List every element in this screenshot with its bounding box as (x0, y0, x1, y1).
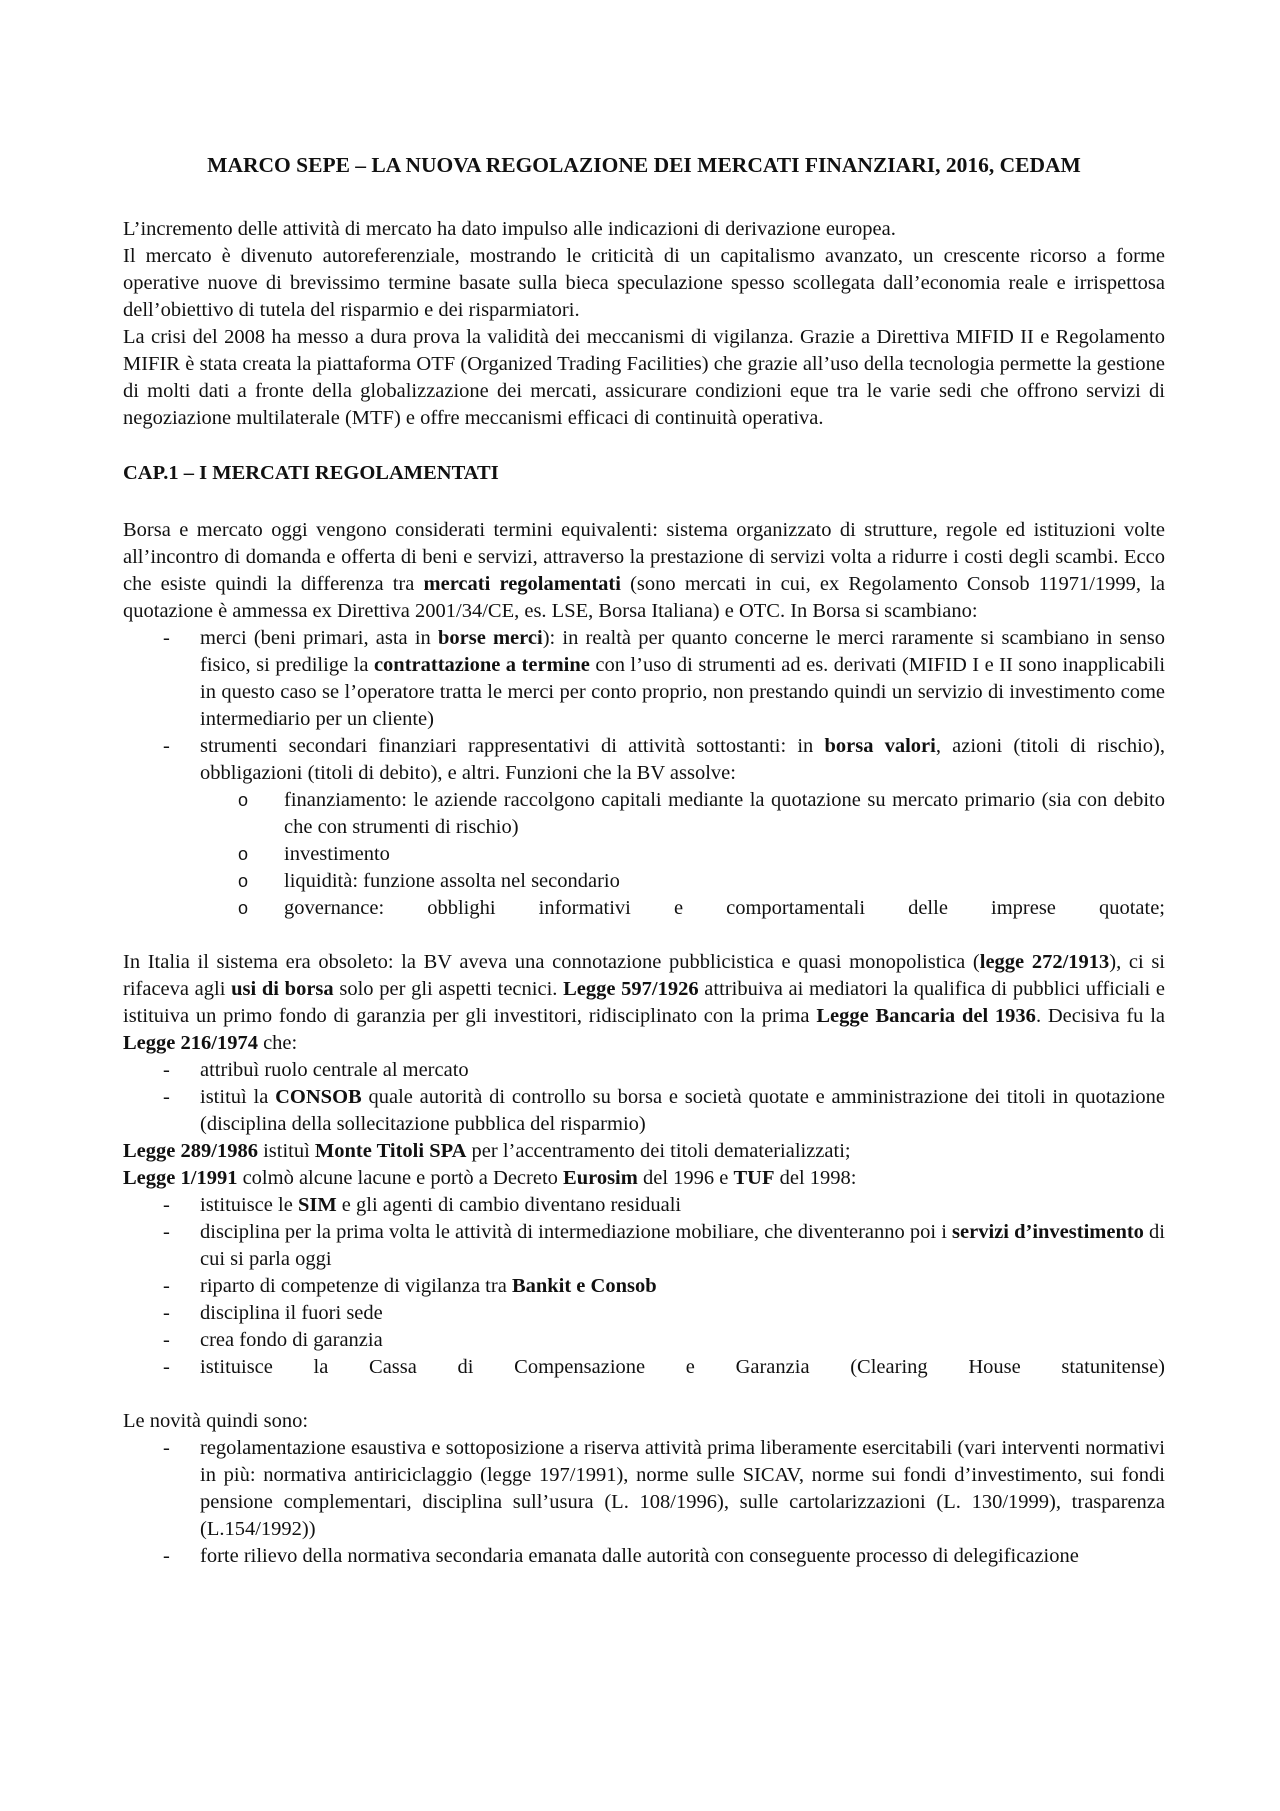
intro-paragraph: Il mercato è divenuto autoreferenziale, mostrando le criticità di un capitalismo avanzato, un crescente ricorso a forme operative nuove di brevissimo termine basate sulla bieca speculazione spesso scollegata dall’economia reale e irrispettosa dell’obiettivo di tutela del risparmio e dei risparmiatori. (123, 245, 1165, 321)
sub-list-item: o investimento (123, 841, 1165, 868)
list-item (123, 1084, 1165, 1138)
text-run: di cui si parla oggi (200, 1221, 1165, 1270)
bold-term: legge 272/1913 (979, 951, 1110, 973)
text-run: colmò alcune lacune e portò a Decreto (237, 1167, 564, 1189)
text-run: istituì la (200, 1086, 276, 1108)
spacer (123, 1381, 1165, 1408)
paragraph-legge-289 (123, 1138, 1165, 1165)
text-run: per l’accentramento dei titoli dematerializzati; (466, 1140, 851, 1162)
text-run: istituisce le (200, 1194, 298, 1216)
list-item (123, 625, 1165, 733)
text-run: che: (257, 1032, 298, 1054)
text-run: . Decisiva fu la (1035, 1005, 1165, 1027)
dash-list-exchanged-goods (123, 625, 1165, 922)
bold-term: CONSOB (275, 1086, 362, 1108)
bold-term: borse merci (437, 627, 543, 649)
bold-term: usi di borsa (231, 978, 334, 1000)
document-content (123, 150, 1165, 1570)
intro-paragraph: La crisi del 2008 ha messo a dura prova la validità dei meccanismi di vigilanza. Grazie a Direttiva MIFID II e Regolamento MIFIR è stata creata la piattaforma OTF (Organized Trading Facilities) che grazie all’uso della tecnologia permette la gestione di molti dati a fronte della globalizzazione dei mercati, assicurare condizioni eque tra le varie sedi che offrono servizi di negoziazione multilaterale (MTF) e offre meccanismi efficaci di continuità operativa. (123, 326, 1165, 429)
dash-list-tuf (123, 1192, 1165, 1381)
document-title: MARCO SEPE – LA NUOVA REGOLAZIONE DEI MERCATI FINANZIARI, 2016, CEDAM (207, 153, 1081, 177)
chapter-heading: CAP.1 – I MERCATI REGOLAMENTATI (123, 462, 499, 484)
list-item: - istituisce la Cassa di Compensazione e Garanzia (Clearing House statunitense) (123, 1354, 1165, 1381)
text-run: del 1996 e (637, 1167, 734, 1189)
list-item: - attribuì ruolo centrale al mercato (123, 1057, 1165, 1084)
list-item: - forte rilievo della normativa secondaria emanata dalle autorità con conseguente processo di delegificazione (123, 1543, 1165, 1570)
list-item (123, 1273, 1165, 1300)
bold-term: TUF (733, 1167, 775, 1189)
bold-term: mercati regolamentati (423, 573, 621, 595)
sub-list-item: o finanziamento: le aziende raccolgono capitali mediante la quotazione su mercato primario (sia con debito che con strumenti di rischio) (123, 787, 1165, 841)
bold-term: Bankit e Consob (511, 1275, 657, 1297)
text-run: , azioni (titoli di rischio), obbligazioni (titoli di debito), e altri. Funzioni che la BV assolve: (200, 735, 1165, 784)
bold-term: Legge 597/1926 (563, 978, 699, 1000)
text-run: del 1998: (774, 1167, 857, 1189)
text-run: disciplina per la prima volta le attività di intermediazione mobiliare, che diventeranno poi i (200, 1221, 953, 1243)
text-run: merci (beni primari, asta in (200, 627, 438, 649)
text-run: solo per gli aspetti tecnici. (333, 978, 564, 1000)
text-run: Borsa e mercato oggi vengono considerati termini equivalenti: sistema organizzato di strutture, regole ed istituzioni volte all’incontro di domanda e offerta di beni e servizi, attraverso la prestazione di servizi volta a ridurre i costi degli scambi. Ecco che esiste quindi la differenza tra (123, 519, 1165, 595)
text-run: con l’uso di strumenti ad es. derivati (MIFID I e II sono inapplicabili in questo caso se l’operatore tratta le merci per conto proprio, non prestando quindi un servizio di investimento come intermediario per un cliente) (200, 654, 1166, 730)
bold-term: servizi d’investimento (952, 1221, 1144, 1243)
text-run: In Italia il sistema era obsoleto: la BV aveva una connotazione pubblicistica e quasi monopolistica ( (123, 951, 980, 973)
bold-term: borsa valori (824, 735, 936, 757)
bold-term: Monte Titoli SPA (314, 1140, 467, 1162)
paragraph-italia-sistema (123, 949, 1165, 1057)
text-run: strumenti secondari finanziari rappresentativi di attività sottostanti: in (200, 735, 825, 757)
dash-list-legge-216 (123, 1057, 1165, 1138)
intro-paragraph: L’incremento delle attività di mercato ha dato impulso alle indicazioni di derivazione europea. (123, 218, 896, 240)
bold-term: Legge 1/1991 (123, 1167, 238, 1189)
bold-term: contrattazione a termine (373, 654, 590, 676)
paragraph-legge-1-1991 (123, 1165, 1165, 1192)
bold-term: Legge Bancaria del 1936 (816, 1005, 1036, 1027)
text-run: ): in realtà per quanto concerne le merci raramente si scambiano in senso fisico, si predilige la (200, 627, 1165, 676)
text-run: quale autorità di controllo su borsa e società quotate e amministrazione dei titoli in quotazione (disciplina della sollecitazione pubblica del risparmio) (200, 1086, 1166, 1135)
dash-list-novita (123, 1435, 1165, 1570)
paragraph-borsa-mercato (123, 517, 1165, 625)
list-item (123, 733, 1165, 922)
text-run: ), ci si rifaceva agli (123, 951, 1165, 1000)
text-run: (sono mercati in cui, ex Regolamento Consob 11971/1999, la quotazione è ammessa ex Direttiva 2001/34/CE, es. LSE, Borsa Italiana) e OTC. In Borsa si scambiano: (123, 573, 1166, 622)
sub-list-bv-functions (123, 787, 1165, 922)
list-item: - crea fondo di garanzia (123, 1327, 1165, 1354)
sub-list-item: o governance: obblighi informativi e comportamentali delle imprese quotate; (123, 895, 1165, 922)
list-item (123, 1219, 1165, 1273)
bold-term: Legge 289/1986 (123, 1140, 258, 1162)
sub-list-item: o liquidità: funzione assolta nel secondario (123, 868, 1165, 895)
bold-term: Legge 216/1974 (123, 1032, 258, 1054)
text-run: attribuiva ai mediatori la qualifica di pubblici ufficiali e istituiva un primo fondo di garanzia per gli investitori, ridisciplinato con la prima (123, 978, 1166, 1027)
intro-section (123, 216, 1165, 432)
list-item (123, 1192, 1165, 1219)
list-item: - regolamentazione esaustiva e sottoposizione a riserva attività prima liberamente esercitabili (vari interventi normativi in più: normativa antiriciclaggio (legge 197/1991), norme sulle SICAV, norme sui fondi d’investimento, sui fondi pensione complementari, disciplina sull’usura (L. 108/1996), sulle cartolarizzazioni (L. 130/1999), trasparenza (L.154/1992)) (123, 1435, 1165, 1543)
paragraph-novita: Le novità quindi sono: (123, 1410, 309, 1432)
text-run: e gli agenti di cambio diventano residuali (336, 1194, 682, 1216)
text-run: istituì (257, 1140, 315, 1162)
spacer (123, 922, 1165, 949)
list-item: - disciplina il fuori sede (123, 1300, 1165, 1327)
bold-term: Eurosim (563, 1167, 638, 1189)
bold-term: SIM (297, 1194, 337, 1216)
text-run: riparto di competenze di vigilanza tra (200, 1275, 512, 1297)
